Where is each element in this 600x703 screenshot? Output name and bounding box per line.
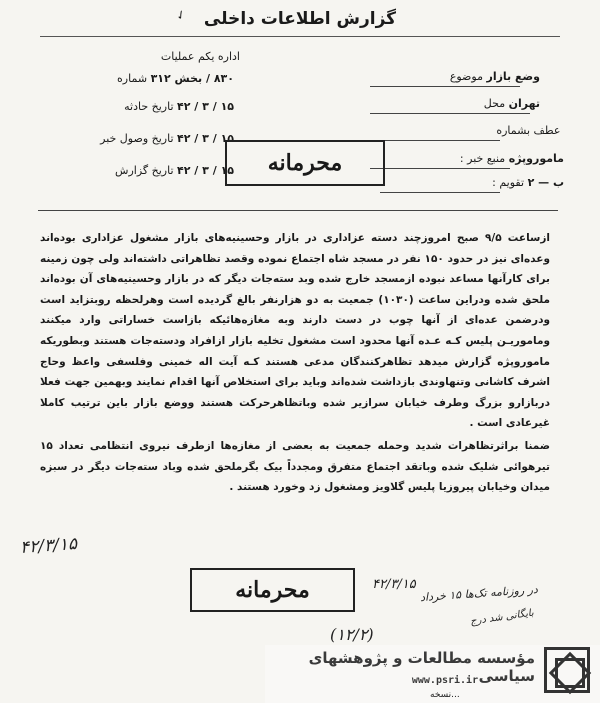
title-underline (40, 36, 560, 37)
bottom-fragment: ...نسخه (430, 690, 460, 700)
field-location (370, 97, 570, 110)
field-value: تهران (508, 97, 540, 110)
field-value: وضع بازار (486, 70, 540, 83)
header-divider (38, 210, 558, 211)
source-underline (370, 168, 510, 169)
field-label: منبع خبر : (459, 152, 506, 165)
department-label: اداره یکم عملیات (160, 50, 240, 63)
field-value: ب — ۲ (527, 176, 564, 189)
field-subject (370, 70, 570, 83)
field-value: ۱۵ / ۳ / ۴۲ (177, 164, 234, 177)
field-report-date (40, 164, 240, 177)
report-title: گزارش اطلاعات داخلی (203, 9, 397, 29)
reference-underline (370, 140, 500, 141)
field-value: ۱۵ / ۳ / ۴۲ (177, 132, 234, 145)
rating-underline (380, 192, 500, 193)
watermark-url: www.psri.ir (411, 675, 479, 686)
handwritten-note: بایگانی شد درج (469, 607, 535, 628)
subject-underline (370, 86, 520, 87)
field-label: تاریخ وصول خبر (100, 132, 174, 145)
field-received-date (40, 132, 240, 145)
field-source (370, 152, 570, 165)
field-number (40, 72, 240, 85)
field-label: تاریخ گزارش (115, 164, 174, 177)
field-reference (370, 124, 570, 137)
field-label: شماره (117, 72, 148, 85)
check-mark: ✓ (173, 6, 189, 24)
field-label: تقویم : (492, 176, 525, 189)
field-label: تاریخ حادثه (124, 100, 174, 113)
location-underline (370, 113, 530, 114)
handwritten-date: ۴۲/۳/۱۵ (372, 577, 416, 592)
handwritten-note: در روزنامه تک‌ها ۱۵ خرداد (419, 582, 539, 605)
field-label: موضوع (449, 70, 483, 83)
institute-logo-icon (544, 647, 590, 693)
field-value: ماموروپژه (508, 152, 564, 165)
field-value: ۱۵ / ۳ / ۴۲ (177, 100, 234, 113)
field-label: محل (483, 97, 506, 110)
field-label: عطف بشماره (496, 124, 561, 137)
field-value: ۸۳۰ / بخش ۳۱۲ (150, 72, 234, 85)
watermark-name: مؤسسه مطالعات و پژوهشهای سیاسی (308, 649, 535, 685)
handwritten-signature: (۱۲/۲) (330, 625, 374, 644)
confidential-stamp: محرمانه (190, 568, 355, 612)
handwritten-date: ۴۲/۳/۱۵ (19, 534, 78, 558)
report-body (40, 228, 550, 498)
paragraph: ضمنا براثرتظاهرات شدید وحمله جمعیت به بعضی از مغازه‌ها ازطرف نیروی انتظامی تعداد ۱۵ تیرهوائی شلیک شده وباتقد اجتماع متفرق ومجدداً بیک بگرملحق شده وباد سته‌جات دیگر در سبزه میدان وخیابان پیروزیا پلیس گلاویز ومشغول زد وخورد هستند . (40, 439, 550, 494)
paragraph: ازساعت ۹/۵ صبح امروزچند دسته عزاداری در بازار وحسینیه‌های بازار مشغول عزاداری بوده‌اند وعده‌ای نیز در حدود ۱۵۰ نفر در مسجد شاه اجتماع نموده وقصد تظاهراتی داشته‌اند ولی چون زمینه برای کارآنها مساعد نبوده ازمسجد خارج شده وبد سته‌جات دیگر که در بازار وحسینیه‌های آن بوده‌اند ملحق شده ودراین ساعت (۱۰۳۰) جمعیت به دو هزارنفر بالغ گردیده است وهرلحظه روبتزاید است ودرضمن عده‌ای از آنها چوب در دست دارند وبه مغازه‌هائیکه بازاست خساراتی وارد میکنند وماموریـن پلیس کـه عـده آنها محدود است مشغول تخلیه بازار ازافراد ودسته‌جات هستند وبطوریکه ماموروپژه گزارش میدهد تظاهرکنندگان مدعی هستند کـه آیت اله خمینی وفلسفی واعظ وحاج اشرف کاشانی وتنهاوندی بازداشت شده‌اند وباید برای استخلاص آنها اقدام نمایند وبهمین جهت فعلا دربازارو بزرگ وطرف خیابان سرازیر شده وباتظاهرحرکت هستند ووضع بازار باین ترتیب کاملا غیرعادی است . (40, 232, 551, 430)
field-incident-date (40, 100, 240, 113)
field-rating (370, 176, 570, 189)
confidential-stamp: محرمانه (225, 140, 385, 186)
